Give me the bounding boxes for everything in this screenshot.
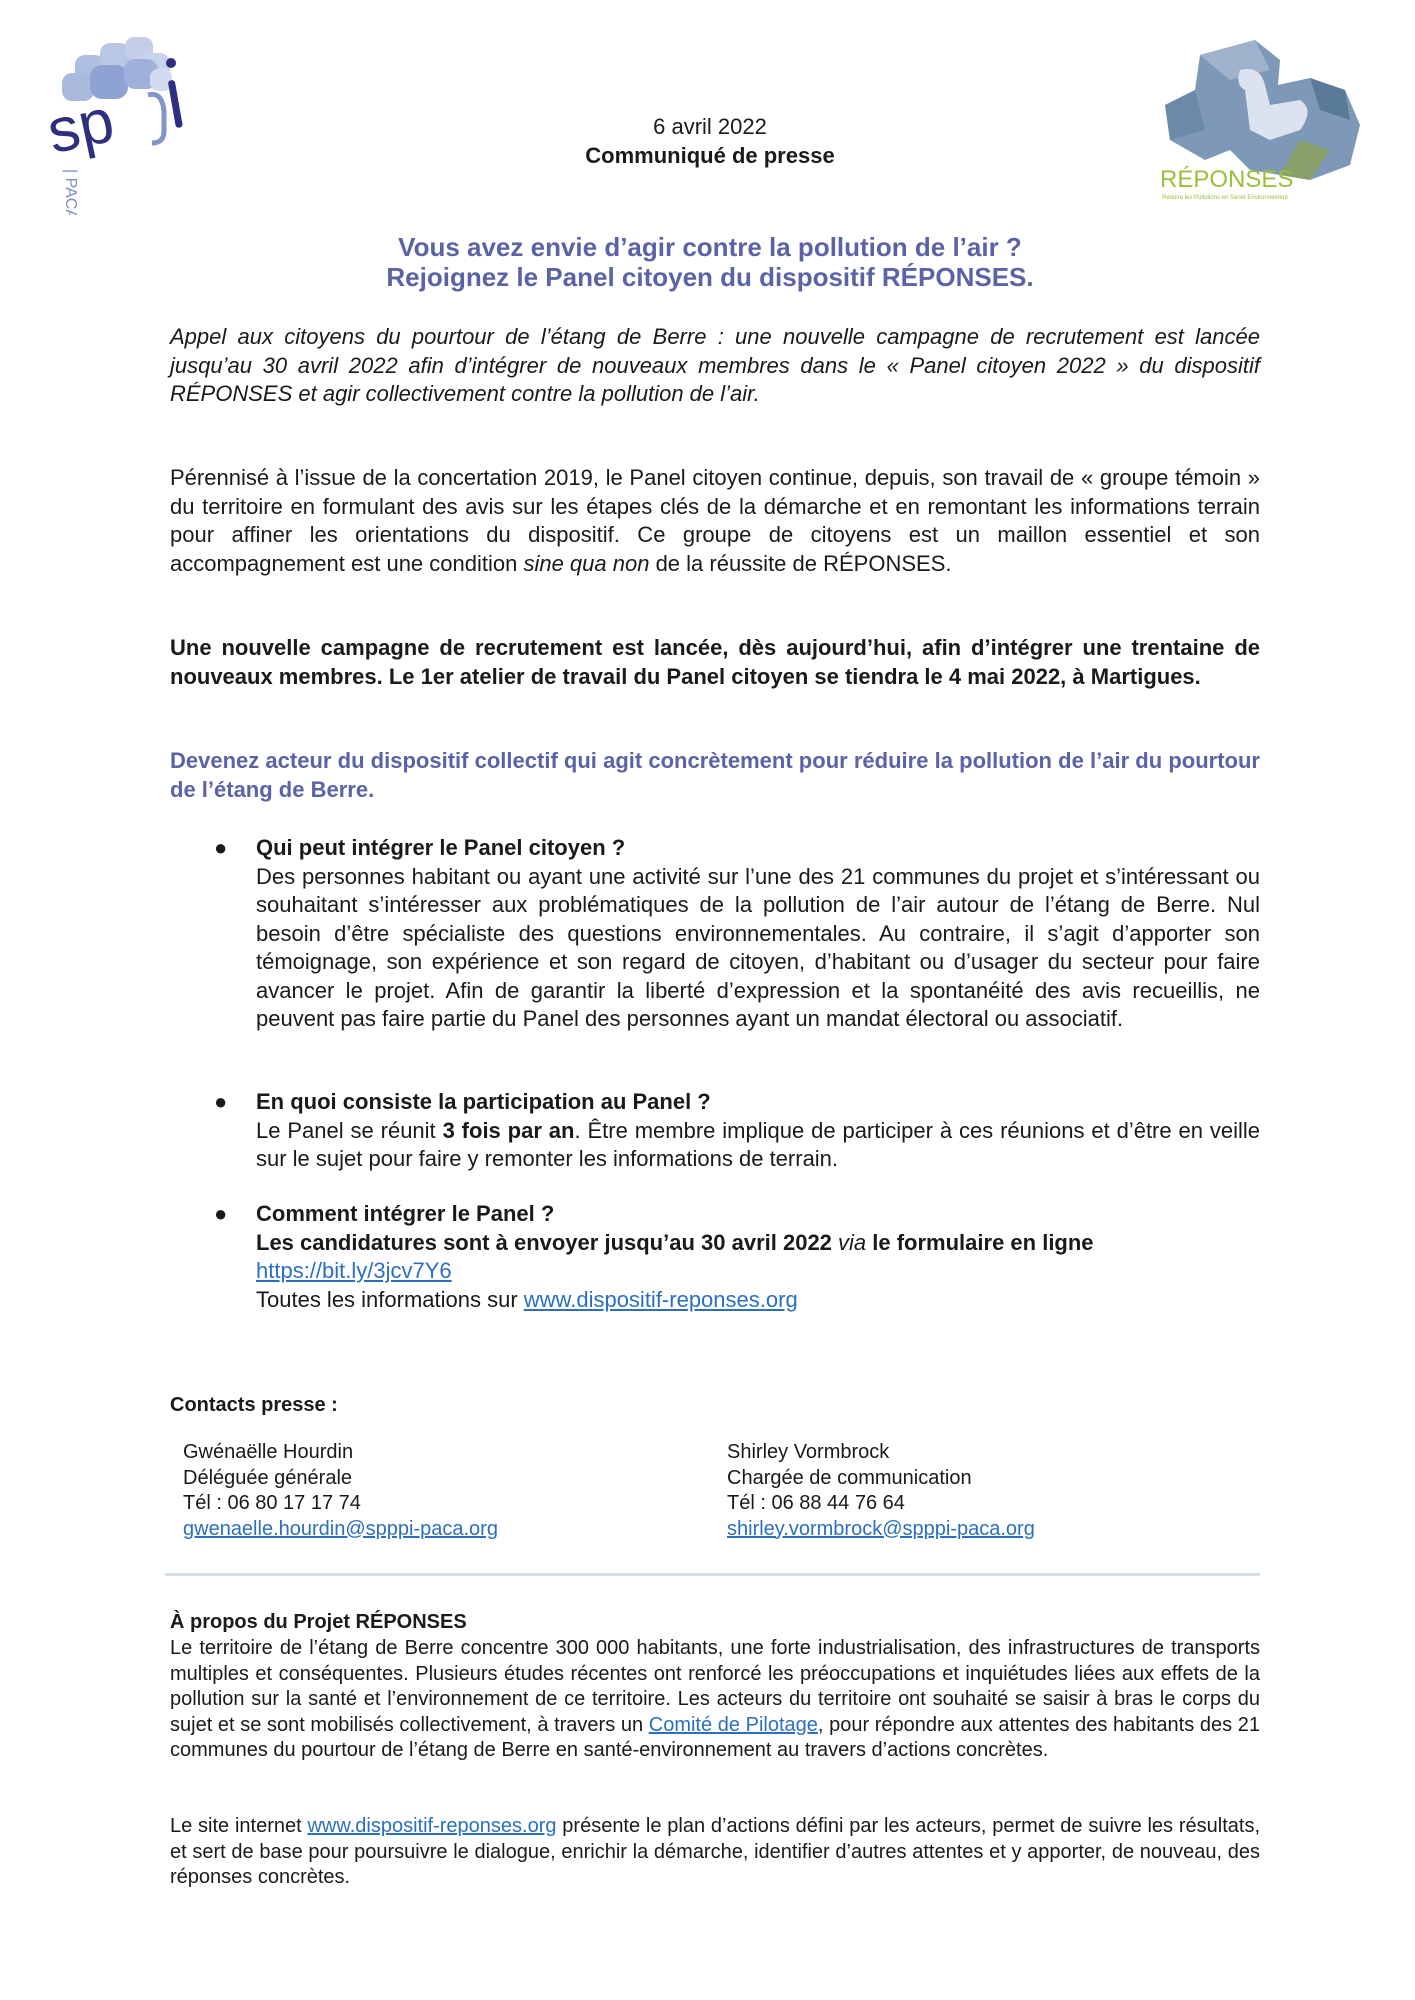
document-type: Communiqué de presse: [585, 143, 835, 168]
about-text: Le site internet: [170, 1815, 308, 1837]
body-text: Le Panel se réunit: [256, 1117, 443, 1143]
svg-text:Réduire les Pollutions en Sant: Réduire les Pollutions en Santé Environnement: [1162, 195, 1288, 201]
svg-text:RÉPONSES: RÉPONSES: [1160, 166, 1294, 193]
contacts-heading: Contacts presse :: [170, 1394, 338, 1416]
bullet-title: En quoi consiste la participation au Panel ?: [256, 1089, 711, 1114]
title-line-1: Vous avez envie d’agir contre la pollution de l’air ?: [398, 232, 1022, 262]
recruitment-paragraph: Une nouvelle campagne de recrutement est lancée, dès aujourd’hui, afin d’intégrer une trentaine de nouveaux membres. Le 1er atelier de travail du Panel citoyen se tiendra le 4 mai 2022, à Martigues.: [170, 635, 1260, 689]
svg-text:| PACA: | PACA: [62, 169, 79, 215]
spppi-logo-icon: [40, 25, 200, 215]
bullet-title: Qui peut intégrer le Panel citoyen ?: [256, 835, 626, 860]
contact-role: Déléguée générale: [183, 1466, 353, 1489]
bullet-icon: ●: [214, 1089, 228, 1114]
application-line: [256, 1229, 1260, 1258]
intro-paragraph: Appel aux citoyens du pourtour de l’étang de Berre : une nouvelle campagne de recrutement est lancée jusqu’au 30 avril 2022 afin d’intégrer de nouveaux membres dans le « Panel citoyen 2022 » du dispositif RÉPONSES et agir collectivement contre la pollution de l’air.: [170, 324, 1260, 406]
contact-email-link[interactable]: shirley.vormbrock@spppi-paca.org: [727, 1517, 1035, 1540]
press-release-date: 6 avril 2022: [653, 114, 767, 139]
page-title: [200, 232, 1220, 292]
bullet-item-how: [214, 1200, 1260, 1314]
para1-text-end: de la réussite de RÉPONSES.: [649, 550, 952, 576]
about-text-end: , pour répondre aux attentes des habitants des 21 communes du pourtour de l’étang de Berre en santé-environnement au travers d’actions concrètes.: [170, 1713, 1260, 1761]
contact-card-2: [727, 1440, 1035, 1542]
website-link[interactable]: www.dispositif-reponses.org: [307, 1815, 557, 1837]
info-line: [256, 1286, 1260, 1315]
panel-context-paragraph: [170, 464, 1260, 578]
about-text: Le territoire de l’étang de Berre concentre 300 000 habitants, une forte industrialisation, des infrastructures de transports multiples et conséquentes. Plusieurs études récentes ont renforcé les préoccupations et inquiétudes liées aux effets de la pollution sur la santé et l’environnement de ce territoire. Les acteurs du territoire ont souhaité se saisir à bras le corps du sujet et se sont mobilisés collectivement, à travers un: [170, 1637, 1260, 1736]
reponses-logo: [1160, 30, 1380, 205]
bullet-icon: ●: [214, 835, 228, 860]
contact-card-1: [183, 1440, 498, 1542]
bullet-icon: ●: [214, 1201, 228, 1226]
body-text-end: . Être membre implique de participer à ces réunions et d’être en veille sur le sujet pour faire y remonter les informations de terrain.: [256, 1117, 1260, 1171]
bullet-body: Des personnes habitant ou ayant une activité sur l’une des 21 communes du projet et s’intéressant ou souhaitant s’intéresser aux problématiques de la pollution de l’air autour de l’étang de Berre. Nul besoin d’être spécialiste des questions environnementales. Au contraire, il s’agit d’apporter son témoignage, son expérience et son regard de citoyen, d’habitant ou d’usager du secteur pour faire avancer le projet. Afin de garantir la liberté d’expression et la spontanéité des avis recueillis, ne peuvent pas faire partie du Panel des personnes ayant un mandat électoral ou associatif.: [256, 863, 1260, 1031]
about-paragraph-1: [170, 1636, 1260, 1764]
bullet-body: [256, 1117, 1260, 1174]
bullet-item-who: [214, 834, 1260, 1034]
website-link[interactable]: www.dispositif-reponses.org: [523, 1286, 798, 1312]
contact-name: Gwénaëlle Hourdin: [183, 1441, 354, 1463]
application-italic: via: [838, 1229, 867, 1255]
call-to-action-paragraph: Devenez acteur du dispositif collectif qui agit concrètement pour réduire la pollution de l’air du pourtour de l’étang de Berre.: [170, 748, 1260, 802]
contact-phone: Tél : 06 88 44 76 64: [727, 1492, 905, 1514]
body-bold: 3 fois par an: [442, 1117, 575, 1143]
contact-email-link[interactable]: gwenaelle.hourdin@spppi-paca.org: [183, 1517, 498, 1540]
para1-italic: sine qua non: [523, 550, 650, 576]
application-text: Les candidatures sont à envoyer jusqu’au 30 avril 2022: [256, 1229, 839, 1255]
application-text-end: le formulaire en ligne: [866, 1229, 1094, 1255]
comite-pilotage-link[interactable]: Comité de Pilotage: [648, 1713, 818, 1736]
title-line-2: Rejoignez le Panel citoyen du dispositif RÉPONSES.: [386, 262, 1034, 292]
bullet-item-participation: [214, 1088, 1260, 1174]
about-text-end: présente le plan d’actions défini par les acteurs, permet de suivre les résultats, et sert de base pour poursuivre le dialogue, enrichir la démarche, identifier d’autres attentes et y apporter, de nouveau, des réponses concrètes.: [170, 1815, 1260, 1888]
contact-role: Chargée de communication: [727, 1466, 972, 1489]
bullet-title: Comment intégrer le Panel ?: [256, 1201, 555, 1226]
section-divider: [165, 1573, 1260, 1576]
about-paragraph-2: [170, 1814, 1260, 1891]
contact-phone: Tél : 06 80 17 17 74: [183, 1492, 361, 1514]
reponses-map-icon: [1160, 30, 1380, 205]
info-text: Toutes les informations sur: [256, 1286, 524, 1312]
spppi-paca-logo: [40, 25, 200, 215]
para1-text: Pérennisé à l’issue de la concertation 2019, le Panel citoyen continue, depuis, son travail de « groupe témoin » du territoire en formulant des avis sur les étapes clés de la démarche et en remontant les informations terrain pour affiner les orientations du dispositif. Ce groupe de citoyens est un maillon essentiel et son accompagnement est une condition: [170, 465, 1260, 576]
about-heading: À propos du Projet RÉPONSES: [170, 1611, 467, 1633]
form-link[interactable]: https://bit.ly/3jcv7Y6: [256, 1258, 452, 1283]
svg-text:sp: sp: [41, 86, 120, 168]
contact-name: Shirley Vormbrock: [727, 1441, 890, 1463]
